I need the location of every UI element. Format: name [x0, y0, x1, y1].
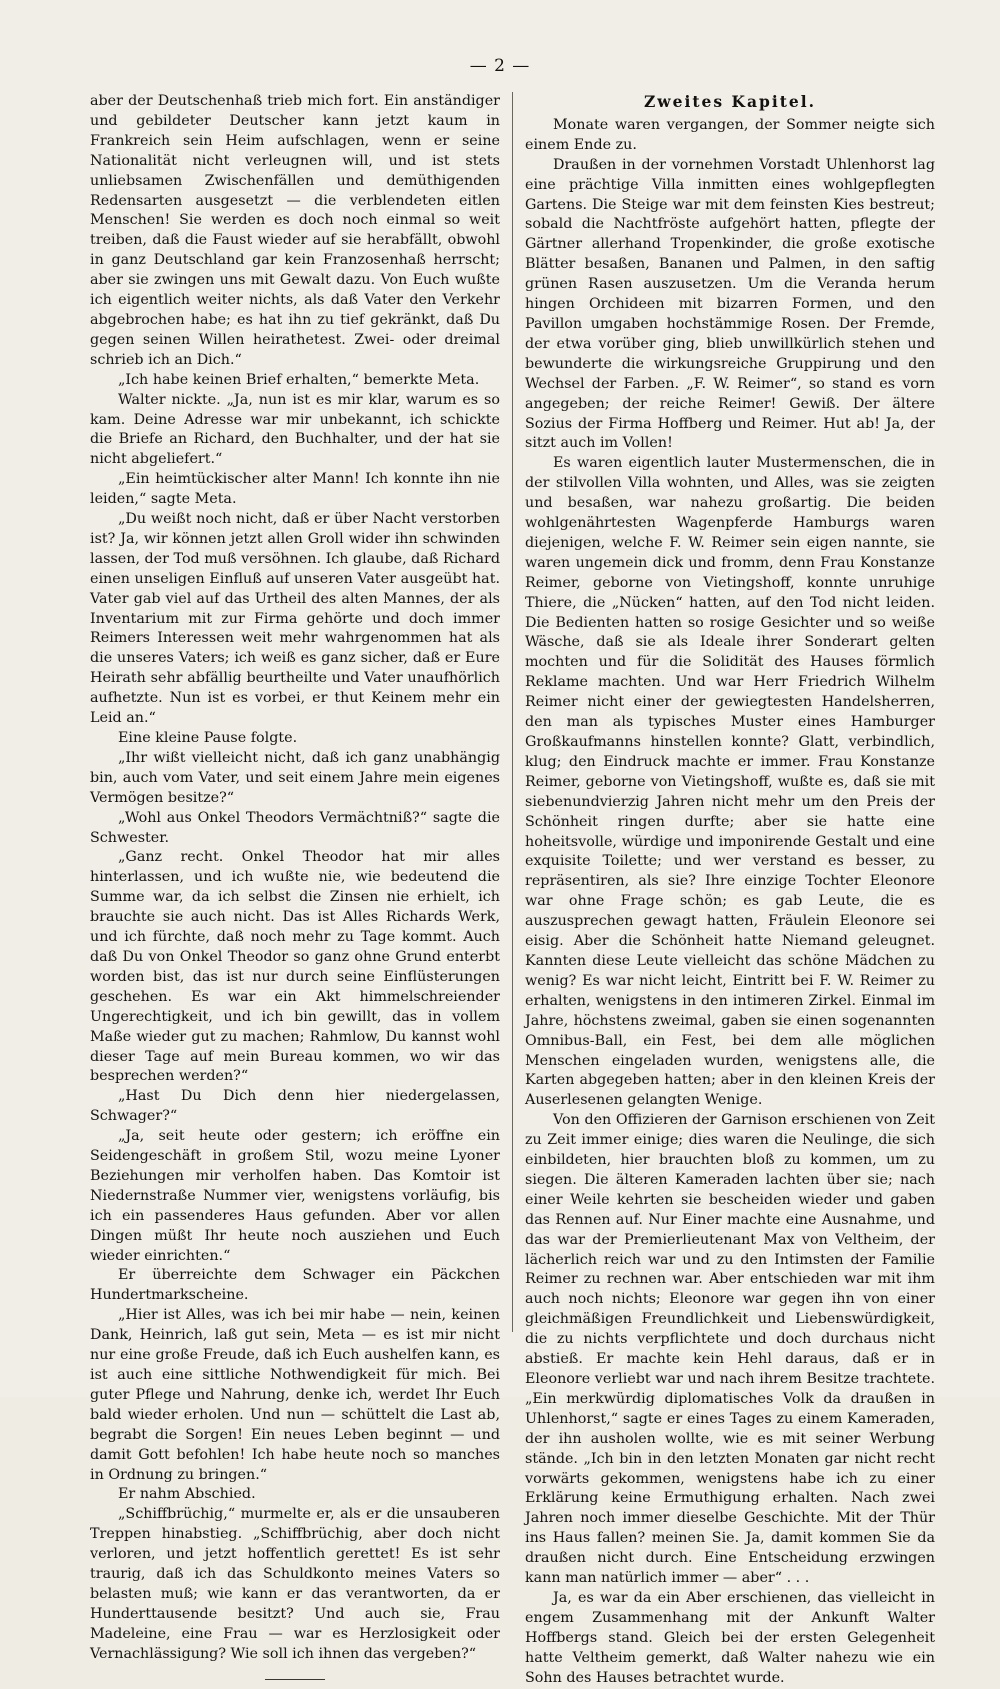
paragraph: „Ich habe keinen Brief erhalten,“ bemerkte Meta.	[118, 371, 480, 388]
paragraph: Eine kleine Pause folgte.	[118, 730, 298, 746]
paragraph: Von den Offizieren der Garnison erschienen von Zeit zu Zeit immer einige; dies waren die Neulinge, die sich einbildeten, hier brauchten bloß zu kommen, um zu siegen. Die älteren Kameraden lachten über sie; nach einer Weile kehrten sie bescheiden wieder und gaben das Rennen auf. Nur Einer machte eine Ausnahme, und das war der Premierlieutenant Max von Veltheim, der lächerlich reich war und zu den Intimsten der Familie Reimer zu rechnen war. Aber entschieden war mit ihm auch noch nichts; Eleonore war gegen ihn von einer gleichmäßigen Freundlichkeit und Liebenswürdigkeit, die zu nichts verpflichtete und doch durchaus nicht abstieß. Er machte kein Hehl daraus, daß er in Eleonore verliebt war und nach ihrem Besitze trachtete. „Ein merkwürdig diplomatisches Volk da draußen in Uhlenhorst,“ sagte er eines Tages zu einem Kameraden, der ihn ausholen wollte, wie es mit seiner Werbung stände. „Ich bin in den letzten Monaten gar nicht recht vorwärts gekommen, wenigstens habe ich zu einer Erklärung keine Ermuthigung erhalten. Nach zwei Jahren noch immer dieselbe Geschichte. Mit der Thür ins Haus fallen? meinen Sie. Ja, damit kommen Sie da draußen nicht durch. Eine Entscheidung erzwingen kann man natürlich immer — aber“ . . .	[525, 1112, 935, 1587]
paragraph: „Schiffbrüchig,“ murmelte er, als er die unsauberen Treppen hinabstieg. „Schiffbrüchig, aber doch nicht verloren, und jetzt hoffentlich gerettet! Es ist sehr traurig, daß ich das Schuldkonto meines Vaters so belasten muß; wie kann er das verantworten, da er Hunderttausende besitzt? Und auch sie, Frau Madeleine, eine Frau — war es Herzlosigkeit oder Vernachlässigung? Wie soll ich ihnen das vergeben?“	[90, 1506, 500, 1662]
paragraph: Er überreichte dem Schwager ein Päckchen Hundertmarkscheine.	[90, 1267, 500, 1304]
paragraph: „Du weißt noch nicht, daß er über Nacht verstorben ist? Ja, wir können jetzt allen Groll wider ihn schwinden lassen, der Tod muß versöhnen. Ich glaube, daß Richard einen unseligen Einfluß auf unseren Vater ausgeübt hat. Vater gab viel auf das Urtheil des alten Mannes, der als Inventarium mit zur Firma gehörte und doch immer Reimers Interessen weit mehr wahrgenommen hat als die unseres Vaters; ich weiß es ganz sicher, daß er Eure Heirath sehr abfällig beurtheilte und Vater unaufhörlich aufhetzte. Nun ist es vorbei, er thut Keinem mehr ein Leid an.“	[90, 511, 500, 727]
right-column	[525, 92, 935, 1689]
paragraph: Walter nickte. „Ja, nun ist es mir klar, warum es so kam. Deine Adresse war mir unbekannt, ich schickte die Briefe an Richard, den Buchhalter, und der hat sie nicht abgeliefert.“	[90, 391, 500, 468]
paragraph: „Ihr wißt vielleicht nicht, daß ich ganz unabhängig bin, auch vom Vater, und seit einem Jahre mein eigenes Vermögen besitze?“	[90, 749, 500, 806]
paragraph: aber der Deutschenhaß trieb mich fort. Ein anständiger und gebildeter Deutscher kann jetzt kaum in Frankreich sein Heim aufschlagen, wenn er seine Nationalität nicht verleugnen will, und ist stets unliebsamen Zwischenfällen und demüthigenden Redensarten ausgesetzt — die verblendeten eitlen Menschen! Sie werden es doch noch einmal so weit treiben, daß die Faust wieder auf sie herabfällt, obwohl in ganz Deutschland gar kein Franzosenhaß herrscht; aber sie zwingen uns mit Gewalt dazu. Von Euch wußte ich eigentlich weiter nichts, als daß Vater den Verkehr abgebrochen habe; es hat ihn zu tief gekränkt, daß Du gegen seinen Willen heirathetest. Zwei- oder dreimal schrieb ich an Dich.“	[90, 93, 500, 368]
paragraph: „Ganz recht. Onkel Theodor hat mir alles hinterlassen, und ich wußte nie, wie bedeutend die Summe war, da ich selbst die Zinsen nie erhielt, ich brauchte sie auch nicht. Das ist Alles Richards Werk, und ich fürchte, daß noch mehr zu Tage kommt. Auch daß Du von Onkel Theodor so ganz ohne Grund enterbt worden bist, das ist nur durch seine Einflüsterungen geschehen. Es war ein Akt himmelschreiender Ungerechtigkeit, und ich bin gewillt, das in vollem Maße wieder gut zu machen; Rahmlow, Du kannst wohl dieser Tage auf mein Bureau kommen, wo wir das besprechen werden?“	[90, 849, 500, 1085]
page-number: — 2 —	[469, 56, 531, 76]
paragraph: „Ja, seit heute oder gestern; ich eröffne ein Seidengeschäft in großem Stil, wozu meine Lyoner Beziehungen mir verholfen haben. Das Komtoir ist Niedernstraße Nummer vier, wenigstens vorläufig, bis ich ein passenderes Haus gefunden. Aber vor allen Dingen müßt Ihr heute noch ausziehen und Euch wieder einrichten.“	[90, 1128, 500, 1264]
left-column	[90, 92, 500, 1680]
paragraph: Er nahm Abschied.	[118, 1486, 256, 1503]
section-end-rule	[265, 1679, 325, 1680]
paragraph: Ja, es war da ein Aber erschienen, das vielleicht in engem Zusammenhang mit der Ankunft Walter Hoffbergs stand. Gleich bei der ersten Gelegenheit hatte Veltheim gemerkt, daß Walter nahezu wie ein Sohn des Hauses betrachtet wurde.	[525, 1589, 935, 1686]
column-divider	[512, 92, 513, 1332]
paragraph: Draußen in der vornehmen Vorstadt Uhlenhorst lag eine prächtige Villa inmitten eines wohlgepflegten Gartens. Die Steige war mit dem feinsten Kies bestreut; sobald die Nachtfröste aufgehört hatten, pflegte der Gärtner allerhand Tropenkinder, die große exotische Blätter besaßen, Bananen und Palmen, in den saftig grünen Rasen auszusetzen. Um die Veranda herum hingen Orchideen mit bizarren Formen, und den Pavillon umgaben hochstämmige Rosen. Der Fremde, der etwa vorüber ging, blieb unwillkürlich stehen und bewunderte die wirkungsreiche Gruppirung und den Wechsel der Farben. „F. W. Reimer“, so stand es vorn angegeben; der reiche Reimer! Gewiß. Der ältere Sozius der Firma Hoffberg und Reimer. Hut ab! Ja, der sitzt auch im Vollen!	[525, 156, 935, 452]
paragraph: Monate waren vergangen, der Sommer neigte sich einem Ende zu.	[525, 116, 935, 153]
paragraph: „Ein heimtückischer alter Mann! Ich konnte ihn nie leiden,“ sagte Meta.	[90, 471, 500, 508]
chapter-heading: Zweites Kapitel.	[643, 92, 817, 111]
paragraph: Es waren eigentlich lauter Mustermenschen, die in der stilvollen Villa wohnten, und Alles, was sie zeigten und besaßen, war nahezu großartig. Die beiden wohlgenährtesten Wagenpferde Hamburgs waren diejenigen, welche F. W. Reimer sein eigen nannte, sie waren ungemein dick und fromm, denn Frau Konstanze Reimer, geborne von Vietingshoff, konnte unruhige Thiere, die „Nücken“ hatten, auf den Tod nicht leiden. Die Bedienten hatten so rosige Gesichter und so weiße Wäsche, daß sie als Ideale ihrer Sonderart gelten mochten und für die Solidität des Hauses förmlich Reklame machten. Und war Herr Friedrich Wilhelm Reimer nicht einer der gewiegtesten Handelsherren, den man als typisches Muster eines Hamburger Großkaufmanns hinstellen konnte? Glatt, verbindlich, klug; den Eindruck machte er immer. Frau Konstanze Reimer, geborne von Vietingshoff, wußte es, daß sie mit siebenundvierzig Jahren nicht mehr um den Preis der Schönheit ringen durfte; aber sie hatte eine hoheitsvolle, würdige und imponirende Gestalt und eine exquisite Toilette; und wer verstand es besser, zu repräsentiren, als sie? Ihre einzige Tochter Eleonore war ohne Frage schön; es gab Leute, die es auszusprechen gewagt hatten, Fräulein Eleonore sei eisig. Aber die Schönheit hatte Niemand geleugnet. Kannten diese Leute vielleicht das schöne Mädchen zu wenig? Es war nicht leicht, Eintritt bei F. W. Reimer zu erhalten, wenigstens in den intimeren Zirkel. Einmal im Jahre, höchstens zweimal, gaben sie einen sogenannten Omnibus-Ball, ein Fest, bei dem alle möglichen Menschen eingeladen wurden, wenigstens alle, die Karten abgegeben hatten; aber in den kleinen Kreis der Auserlesenen gelangten Wenige.	[525, 455, 935, 1109]
paragraph: „Hast Du Dich denn hier niedergelassen, Schwager?“	[90, 1088, 500, 1125]
paragraph: „Hier ist Alles, was ich bei mir habe — nein, keinen Dank, Heinrich, laß gut sein, Meta — es ist mir nicht nur eine große Freude, daß ich Euch aushelfen kann, es ist auch eine sittliche Nothwendigkeit für mich. Bei guter Pflege und Nahrung, denke ich, werdet Ihr Euch bald wieder erholen. Und nun — schüttelt die Last ab, begrabt die Sorgen! Ein neues Leben beginnt — und damit Gott befohlen! Ich habe heute noch so manches in Ordnung zu bringen.“	[90, 1307, 500, 1483]
paragraph: „Wohl aus Onkel Theodors Vermächtniß?“ sagte die Schwester.	[90, 809, 500, 846]
